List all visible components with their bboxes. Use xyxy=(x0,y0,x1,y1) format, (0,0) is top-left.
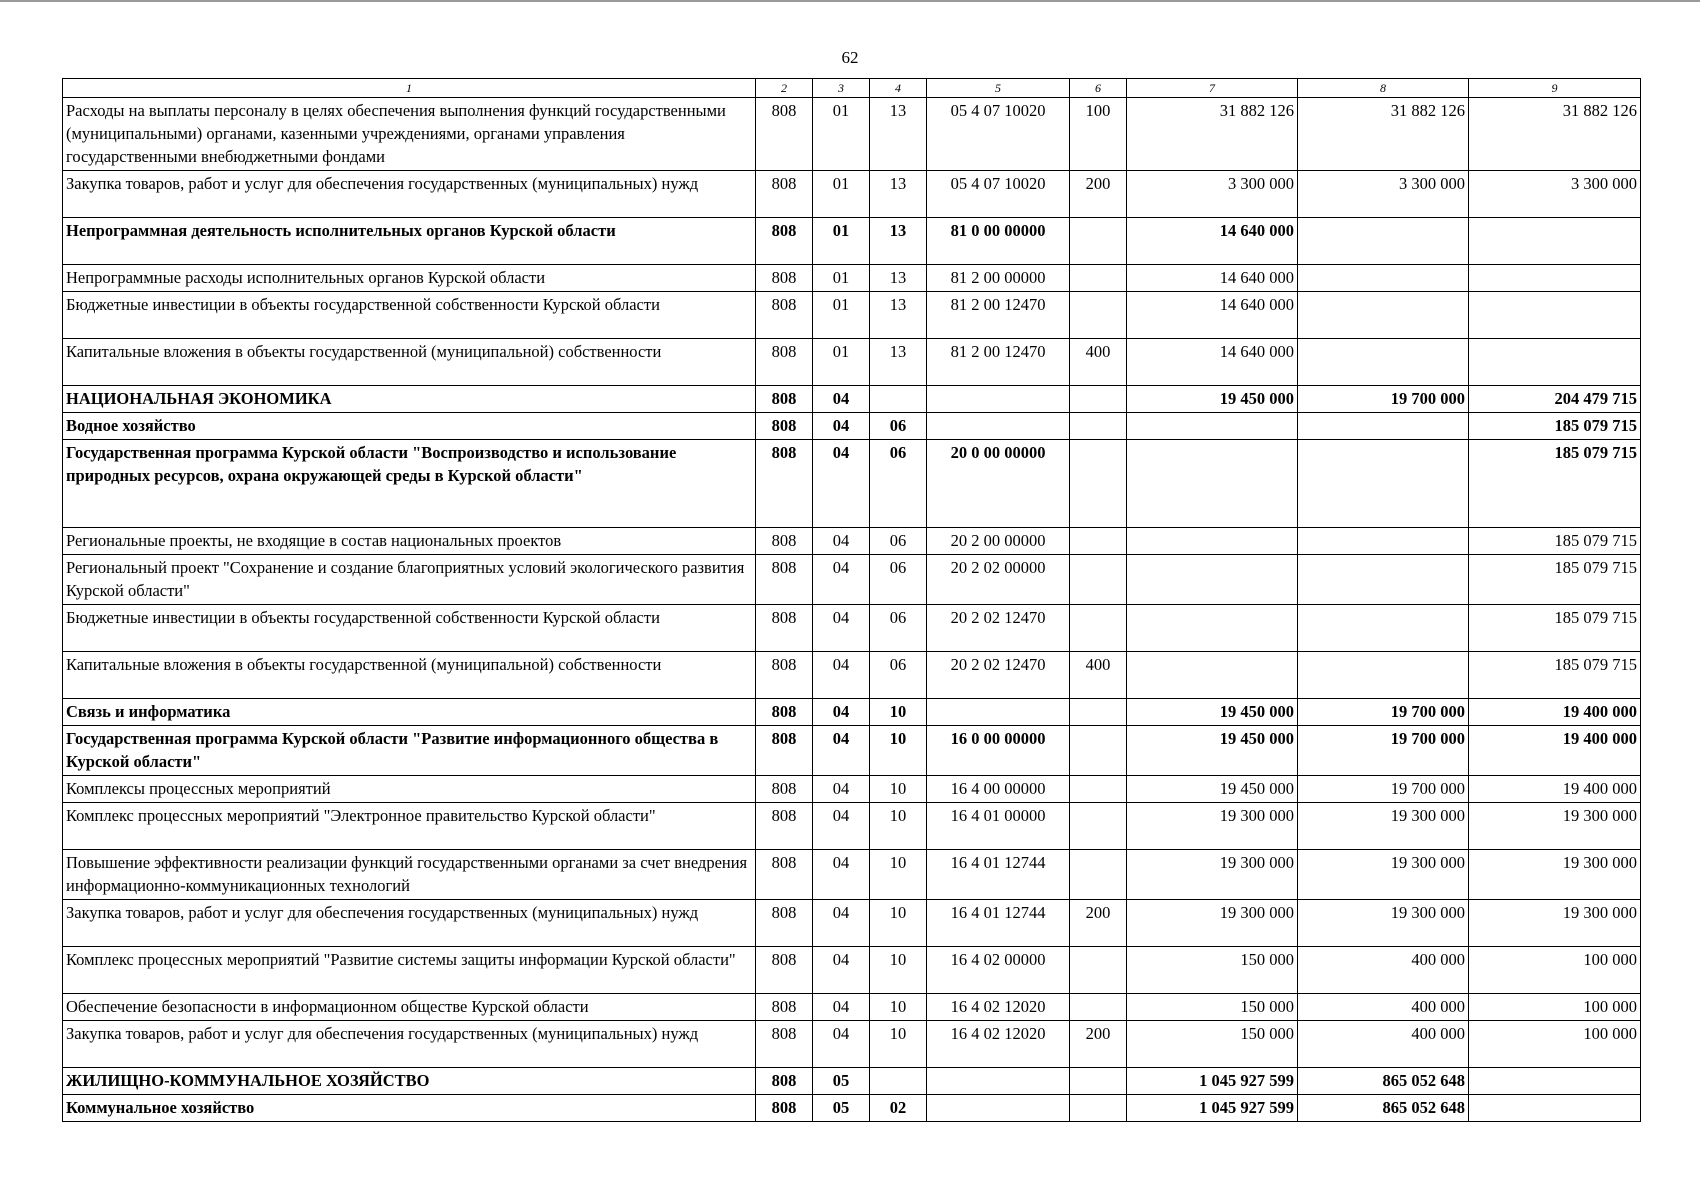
row-admin-code: 808 xyxy=(756,850,813,900)
row-target-article: 20 2 00 00000 xyxy=(927,528,1070,555)
row-amount-col7: 19 300 000 xyxy=(1127,900,1298,947)
row-admin-code: 808 xyxy=(756,776,813,803)
row-amount-col9: 19 400 000 xyxy=(1469,726,1641,776)
row-name: Закупка товаров, работ и услуг для обеспечения государственных (муниципальных) нужд xyxy=(63,1021,756,1068)
column-number: 6 xyxy=(1070,79,1127,98)
row-target-article: 16 4 02 00000 xyxy=(927,947,1070,994)
row-subsection: 10 xyxy=(870,803,927,850)
row-section: 04 xyxy=(813,699,870,726)
row-amount-col7: 14 640 000 xyxy=(1127,339,1298,386)
row-target-article xyxy=(927,1095,1070,1122)
row-amount-col8 xyxy=(1298,528,1469,555)
row-admin-code: 808 xyxy=(756,440,813,528)
row-expense-type: 100 xyxy=(1070,98,1127,171)
table-row xyxy=(63,292,1641,339)
row-name: Закупка товаров, работ и услуг для обеспечения государственных (муниципальных) нужд xyxy=(63,900,756,947)
row-admin-code: 808 xyxy=(756,171,813,218)
row-section: 04 xyxy=(813,440,870,528)
row-target-article: 16 4 01 12744 xyxy=(927,850,1070,900)
row-amount-col9: 3 300 000 xyxy=(1469,171,1641,218)
row-admin-code: 808 xyxy=(756,386,813,413)
row-target-article: 16 4 02 12020 xyxy=(927,994,1070,1021)
row-subsection: 13 xyxy=(870,292,927,339)
row-name: Государственная программа Курской области "Воспроизводство и использование природных ресурсов, охрана окружающей среды в Курской области" xyxy=(63,440,756,528)
row-section: 05 xyxy=(813,1095,870,1122)
row-name: Непрограммные расходы исполнительных органов Курской области xyxy=(63,265,756,292)
row-amount-col9: 19 300 000 xyxy=(1469,803,1641,850)
row-admin-code: 808 xyxy=(756,1068,813,1095)
row-amount-col9: 185 079 715 xyxy=(1469,555,1641,605)
row-admin-code: 808 xyxy=(756,218,813,265)
row-subsection: 06 xyxy=(870,605,927,652)
row-amount-col7 xyxy=(1127,413,1298,440)
row-expense-type xyxy=(1070,265,1127,292)
row-subsection: 13 xyxy=(870,339,927,386)
row-section: 05 xyxy=(813,1068,870,1095)
row-admin-code: 808 xyxy=(756,699,813,726)
row-admin-code: 808 xyxy=(756,1021,813,1068)
row-amount-col8 xyxy=(1298,292,1469,339)
row-admin-code: 808 xyxy=(756,265,813,292)
column-number: 4 xyxy=(870,79,927,98)
row-amount-col7: 19 450 000 xyxy=(1127,776,1298,803)
row-amount-col8: 3 300 000 xyxy=(1298,171,1469,218)
row-admin-code: 808 xyxy=(756,1095,813,1122)
row-name: Государственная программа Курской области "Развитие информационного общества в Курской области" xyxy=(63,726,756,776)
row-amount-col8 xyxy=(1298,339,1469,386)
row-expense-type: 200 xyxy=(1070,171,1127,218)
table-row xyxy=(63,413,1641,440)
row-amount-col8: 400 000 xyxy=(1298,994,1469,1021)
row-section: 01 xyxy=(813,98,870,171)
row-amount-col9: 31 882 126 xyxy=(1469,98,1641,171)
row-section: 01 xyxy=(813,265,870,292)
row-target-article: 20 2 02 12470 xyxy=(927,605,1070,652)
row-target-article: 20 2 02 00000 xyxy=(927,555,1070,605)
row-subsection: 10 xyxy=(870,776,927,803)
row-amount-col8 xyxy=(1298,605,1469,652)
row-target-article xyxy=(927,1068,1070,1095)
row-target-article: 16 0 00 00000 xyxy=(927,726,1070,776)
row-amount-col9 xyxy=(1469,265,1641,292)
row-section: 04 xyxy=(813,900,870,947)
row-target-article: 20 0 00 00000 xyxy=(927,440,1070,528)
row-expense-type xyxy=(1070,699,1127,726)
row-subsection: 13 xyxy=(870,171,927,218)
row-section: 04 xyxy=(813,1021,870,1068)
row-amount-col8: 19 700 000 xyxy=(1298,726,1469,776)
row-admin-code: 808 xyxy=(756,726,813,776)
row-subsection: 02 xyxy=(870,1095,927,1122)
row-section: 04 xyxy=(813,386,870,413)
row-amount-col8: 19 700 000 xyxy=(1298,699,1469,726)
table-row xyxy=(63,1068,1641,1095)
row-name: Непрограммная деятельность исполнительных органов Курской области xyxy=(63,218,756,265)
table-row xyxy=(63,803,1641,850)
table-row xyxy=(63,699,1641,726)
row-amount-col9 xyxy=(1469,1068,1641,1095)
budget-table xyxy=(62,78,1641,1122)
row-amount-col8: 19 700 000 xyxy=(1298,386,1469,413)
row-amount-col9: 19 400 000 xyxy=(1469,776,1641,803)
row-amount-col9 xyxy=(1469,292,1641,339)
row-target-article: 16 4 02 12020 xyxy=(927,1021,1070,1068)
row-expense-type xyxy=(1070,555,1127,605)
row-section: 04 xyxy=(813,803,870,850)
row-amount-col9: 100 000 xyxy=(1469,994,1641,1021)
row-amount-col8 xyxy=(1298,440,1469,528)
row-amount-col9: 100 000 xyxy=(1469,947,1641,994)
table-row xyxy=(63,994,1641,1021)
row-amount-col7 xyxy=(1127,652,1298,699)
row-amount-col9: 204 479 715 xyxy=(1469,386,1641,413)
scan-edge xyxy=(0,0,1700,2)
row-target-article: 81 2 00 12470 xyxy=(927,339,1070,386)
row-subsection: 06 xyxy=(870,528,927,555)
column-number: 9 xyxy=(1469,79,1641,98)
column-number-header xyxy=(63,79,1641,98)
row-subsection: 10 xyxy=(870,900,927,947)
table-row xyxy=(63,171,1641,218)
row-target-article: 81 0 00 00000 xyxy=(927,218,1070,265)
row-amount-col7: 3 300 000 xyxy=(1127,171,1298,218)
row-amount-col9 xyxy=(1469,339,1641,386)
column-number: 7 xyxy=(1127,79,1298,98)
row-subsection xyxy=(870,1068,927,1095)
row-expense-type: 200 xyxy=(1070,1021,1127,1068)
row-name: Бюджетные инвестиции в объекты государственной собственности Курской области xyxy=(63,292,756,339)
row-admin-code: 808 xyxy=(756,803,813,850)
row-amount-col7: 19 300 000 xyxy=(1127,850,1298,900)
column-number: 8 xyxy=(1298,79,1469,98)
row-expense-type xyxy=(1070,947,1127,994)
row-admin-code: 808 xyxy=(756,528,813,555)
row-target-article: 16 4 01 00000 xyxy=(927,803,1070,850)
row-section: 04 xyxy=(813,555,870,605)
row-expense-type xyxy=(1070,1095,1127,1122)
page-number: 62 xyxy=(841,48,859,67)
row-admin-code: 808 xyxy=(756,900,813,947)
row-name: ЖИЛИЩНО-КОММУНАЛЬНОЕ ХОЗЯЙСТВО xyxy=(63,1068,756,1095)
table-row xyxy=(63,386,1641,413)
row-amount-col7: 14 640 000 xyxy=(1127,265,1298,292)
row-expense-type xyxy=(1070,292,1127,339)
row-section: 04 xyxy=(813,413,870,440)
table-row xyxy=(63,1021,1641,1068)
row-amount-col7 xyxy=(1127,605,1298,652)
row-target-article: 16 4 00 00000 xyxy=(927,776,1070,803)
row-amount-col8: 19 300 000 xyxy=(1298,803,1469,850)
row-admin-code: 808 xyxy=(756,339,813,386)
row-amount-col7: 150 000 xyxy=(1127,947,1298,994)
row-target-article: 05 4 07 10020 xyxy=(927,98,1070,171)
row-admin-code: 808 xyxy=(756,98,813,171)
row-subsection: 10 xyxy=(870,947,927,994)
row-amount-col9: 185 079 715 xyxy=(1469,413,1641,440)
row-amount-col9: 185 079 715 xyxy=(1469,528,1641,555)
row-expense-type: 400 xyxy=(1070,339,1127,386)
row-section: 01 xyxy=(813,218,870,265)
row-name: Водное хозяйство xyxy=(63,413,756,440)
row-subsection: 10 xyxy=(870,994,927,1021)
row-expense-type xyxy=(1070,386,1127,413)
table-row xyxy=(63,440,1641,528)
row-amount-col9: 185 079 715 xyxy=(1469,652,1641,699)
row-name: Повышение эффективности реализации функций государственными органами за счет внедрения информационно-коммуникационных технологий xyxy=(63,850,756,900)
row-amount-col9: 185 079 715 xyxy=(1469,605,1641,652)
row-subsection: 06 xyxy=(870,652,927,699)
row-name: Капитальные вложения в объекты государственной (муниципальной) собственности xyxy=(63,339,756,386)
row-name: Комплекс процессных мероприятий "Электронное правительство Курской области" xyxy=(63,803,756,850)
table-row xyxy=(63,947,1641,994)
row-amount-col8 xyxy=(1298,218,1469,265)
row-expense-type: 200 xyxy=(1070,900,1127,947)
table-row xyxy=(63,218,1641,265)
row-admin-code: 808 xyxy=(756,605,813,652)
row-target-article: 81 2 00 00000 xyxy=(927,265,1070,292)
row-section: 04 xyxy=(813,850,870,900)
table-row xyxy=(63,555,1641,605)
row-name: Капитальные вложения в объекты государственной (муниципальной) собственности xyxy=(63,652,756,699)
row-expense-type xyxy=(1070,1068,1127,1095)
row-expense-type xyxy=(1070,803,1127,850)
row-section: 01 xyxy=(813,339,870,386)
row-subsection: 06 xyxy=(870,413,927,440)
row-subsection: 06 xyxy=(870,555,927,605)
column-number: 3 xyxy=(813,79,870,98)
row-section: 01 xyxy=(813,292,870,339)
row-amount-col8 xyxy=(1298,265,1469,292)
row-name: НАЦИОНАЛЬНАЯ ЭКОНОМИКА xyxy=(63,386,756,413)
row-amount-col7 xyxy=(1127,555,1298,605)
row-amount-col8: 865 052 648 xyxy=(1298,1068,1469,1095)
row-section: 04 xyxy=(813,652,870,699)
row-amount-col7: 19 300 000 xyxy=(1127,803,1298,850)
row-amount-col8: 400 000 xyxy=(1298,1021,1469,1068)
row-admin-code: 808 xyxy=(756,994,813,1021)
row-name: Региональный проект "Сохранение и создание благоприятных условий экологического развития Курской области" xyxy=(63,555,756,605)
budget-table-body xyxy=(63,98,1641,1122)
row-amount-col7: 1 045 927 599 xyxy=(1127,1068,1298,1095)
row-subsection: 13 xyxy=(870,218,927,265)
row-target-article: 20 2 02 12470 xyxy=(927,652,1070,699)
row-amount-col8: 31 882 126 xyxy=(1298,98,1469,171)
row-amount-col9 xyxy=(1469,218,1641,265)
row-admin-code: 808 xyxy=(756,292,813,339)
row-name: Закупка товаров, работ и услуг для обеспечения государственных (муниципальных) нужд xyxy=(63,171,756,218)
column-number: 5 xyxy=(927,79,1070,98)
row-name: Расходы на выплаты персоналу в целях обеспечения выполнения функций государственными (муниципальными) органами, казенными учреждениями, органами управления государственными внебюджетными фондами xyxy=(63,98,756,171)
table-row xyxy=(63,339,1641,386)
row-amount-col7: 31 882 126 xyxy=(1127,98,1298,171)
row-expense-type: 400 xyxy=(1070,652,1127,699)
row-section: 01 xyxy=(813,171,870,218)
column-number: 2 xyxy=(756,79,813,98)
row-amount-col9: 19 300 000 xyxy=(1469,850,1641,900)
row-amount-col9 xyxy=(1469,1095,1641,1122)
row-subsection: 10 xyxy=(870,699,927,726)
row-expense-type xyxy=(1070,413,1127,440)
table-row xyxy=(63,528,1641,555)
row-amount-col7: 150 000 xyxy=(1127,1021,1298,1068)
column-number: 1 xyxy=(63,79,756,98)
row-name: Коммунальное хозяйство xyxy=(63,1095,756,1122)
row-expense-type xyxy=(1070,850,1127,900)
row-expense-type xyxy=(1070,605,1127,652)
row-target-article: 05 4 07 10020 xyxy=(927,171,1070,218)
row-subsection: 06 xyxy=(870,440,927,528)
row-name: Связь и информатика xyxy=(63,699,756,726)
table-row xyxy=(63,850,1641,900)
row-amount-col8 xyxy=(1298,652,1469,699)
row-amount-col9: 185 079 715 xyxy=(1469,440,1641,528)
row-target-article xyxy=(927,386,1070,413)
row-amount-col8: 400 000 xyxy=(1298,947,1469,994)
table-row xyxy=(63,605,1641,652)
row-amount-col8: 865 052 648 xyxy=(1298,1095,1469,1122)
row-name: Комплексы процессных мероприятий xyxy=(63,776,756,803)
row-section: 04 xyxy=(813,947,870,994)
row-amount-col7: 1 045 927 599 xyxy=(1127,1095,1298,1122)
row-subsection: 10 xyxy=(870,726,927,776)
row-expense-type xyxy=(1070,726,1127,776)
row-name: Региональные проекты, не входящие в состав национальных проектов xyxy=(63,528,756,555)
table-row xyxy=(63,98,1641,171)
row-amount-col8: 19 700 000 xyxy=(1298,776,1469,803)
table-row xyxy=(63,265,1641,292)
table-row xyxy=(63,776,1641,803)
row-amount-col8: 19 300 000 xyxy=(1298,850,1469,900)
row-expense-type xyxy=(1070,440,1127,528)
row-amount-col7: 19 450 000 xyxy=(1127,726,1298,776)
table-row xyxy=(63,1095,1641,1122)
row-amount-col8 xyxy=(1298,413,1469,440)
table-row xyxy=(63,900,1641,947)
row-amount-col9: 100 000 xyxy=(1469,1021,1641,1068)
row-expense-type xyxy=(1070,994,1127,1021)
row-subsection: 13 xyxy=(870,98,927,171)
row-target-article xyxy=(927,699,1070,726)
row-expense-type xyxy=(1070,776,1127,803)
row-amount-col7: 14 640 000 xyxy=(1127,292,1298,339)
row-amount-col7 xyxy=(1127,528,1298,555)
row-expense-type xyxy=(1070,218,1127,265)
row-section: 04 xyxy=(813,776,870,803)
row-expense-type xyxy=(1070,528,1127,555)
row-subsection: 10 xyxy=(870,850,927,900)
row-subsection: 13 xyxy=(870,265,927,292)
row-name: Комплекс процессных мероприятий "Развитие системы защиты информации Курской области" xyxy=(63,947,756,994)
row-section: 04 xyxy=(813,994,870,1021)
row-amount-col7: 19 450 000 xyxy=(1127,699,1298,726)
row-admin-code: 808 xyxy=(756,413,813,440)
row-section: 04 xyxy=(813,605,870,652)
row-amount-col7: 19 450 000 xyxy=(1127,386,1298,413)
row-amount-col7 xyxy=(1127,440,1298,528)
row-amount-col7: 150 000 xyxy=(1127,994,1298,1021)
row-name: Обеспечение безопасности в информационном обществе Курской области xyxy=(63,994,756,1021)
row-amount-col9: 19 400 000 xyxy=(1469,699,1641,726)
row-amount-col7: 14 640 000 xyxy=(1127,218,1298,265)
table-row xyxy=(63,652,1641,699)
row-target-article: 16 4 01 12744 xyxy=(927,900,1070,947)
row-subsection xyxy=(870,386,927,413)
row-admin-code: 808 xyxy=(756,652,813,699)
row-section: 04 xyxy=(813,726,870,776)
row-name: Бюджетные инвестиции в объекты государственной собственности Курской области xyxy=(63,605,756,652)
row-amount-col8 xyxy=(1298,555,1469,605)
table-row xyxy=(63,726,1641,776)
row-amount-col9: 19 300 000 xyxy=(1469,900,1641,947)
row-subsection: 10 xyxy=(870,1021,927,1068)
row-target-article: 81 2 00 12470 xyxy=(927,292,1070,339)
row-admin-code: 808 xyxy=(756,947,813,994)
row-amount-col8: 19 300 000 xyxy=(1298,900,1469,947)
row-admin-code: 808 xyxy=(756,555,813,605)
row-target-article xyxy=(927,413,1070,440)
row-section: 04 xyxy=(813,528,870,555)
